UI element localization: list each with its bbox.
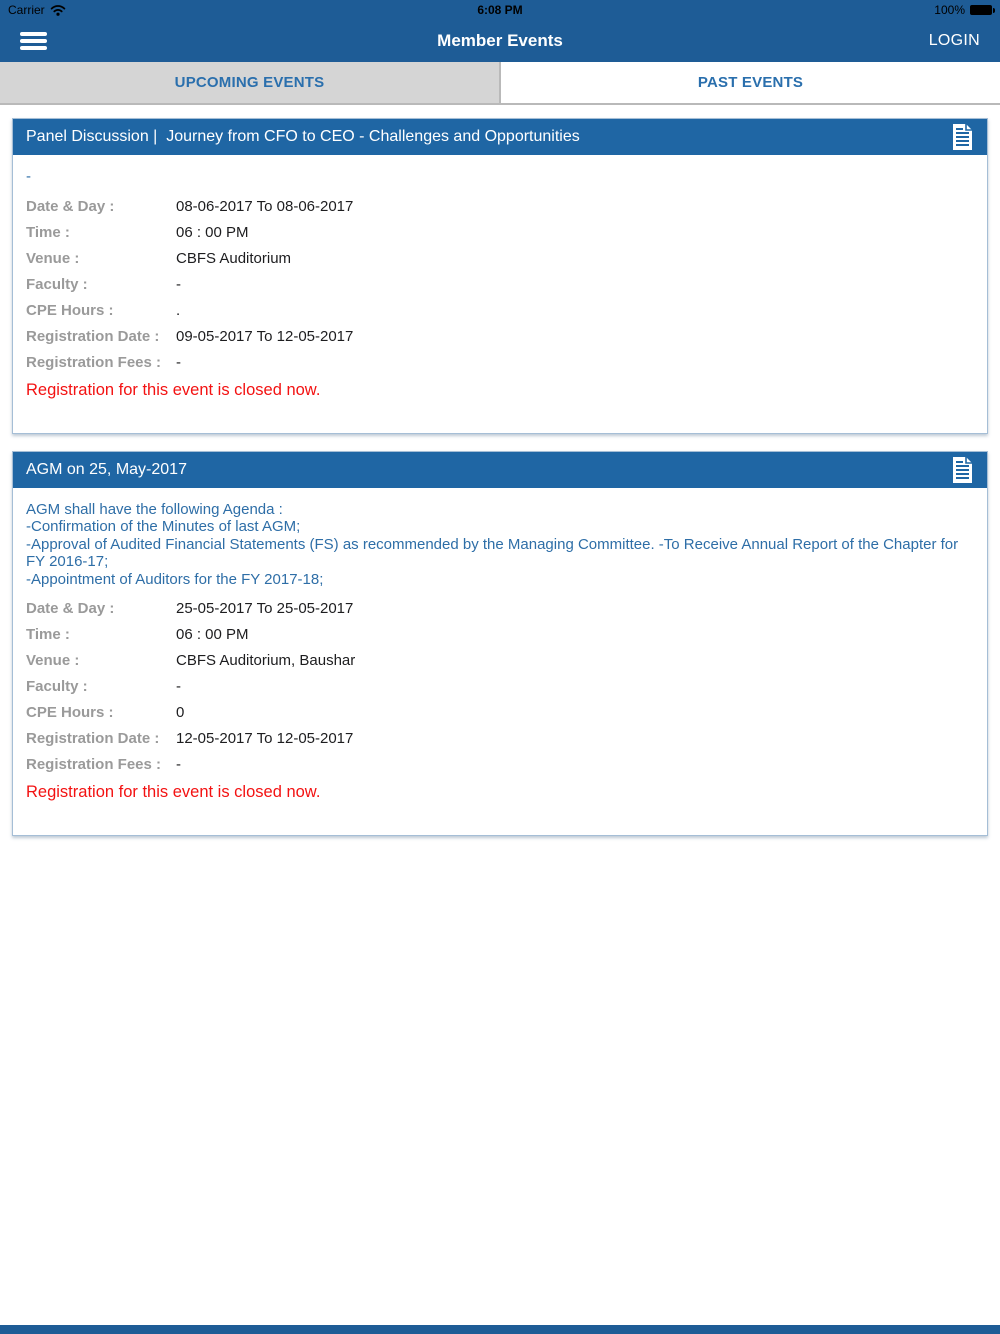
detail-row (26, 225, 974, 241)
detail-value: - (176, 678, 181, 695)
detail-value: - (176, 353, 181, 371)
wifi-icon (50, 4, 66, 16)
detail-label: Registration Date : (26, 730, 160, 747)
nav-bar (0, 20, 1000, 62)
detail-label: CPE Hours : (26, 704, 114, 721)
event-description (26, 168, 974, 186)
detail-value: . (176, 301, 181, 319)
carrier-label: Carrier (8, 3, 45, 17)
detail-row (26, 601, 974, 617)
event-card-header (13, 119, 987, 155)
tab-past-events[interactable]: PAST EVENTS (501, 62, 1000, 103)
detail-value: CBFS Auditorium (176, 249, 292, 267)
event-card-body (13, 488, 987, 836)
detail-row (26, 731, 974, 747)
detail-value: 09-05-2017 To 12-05-2017 (176, 327, 354, 345)
detail-value: - (176, 275, 181, 293)
detail-value: 08-06-2017 To 08-06-2017 (176, 197, 354, 215)
event-card-body (13, 155, 987, 433)
status-right (664, 3, 992, 17)
event-title: AGM on 25, May-2017 (26, 460, 187, 478)
detail-label: Time : (26, 223, 70, 241)
detail-row (26, 355, 974, 371)
detail-row (26, 679, 974, 695)
event-description-line: -Approval of Audited Financial Statements (FS) as recommended by the Managing Committee. -To Receive Annual Report of the Chapter for FY 2016-17; (26, 535, 959, 570)
menu-button[interactable] (20, 29, 47, 54)
event-description-line: -Confirmation of the Minutes of last AGM; (26, 518, 301, 535)
registration-closed-message: Registration for this event is closed now. (26, 380, 321, 399)
event-description-line: -Appointment of Auditors for the FY 2017-18; (26, 570, 324, 588)
detail-value: 06 : 00 PM (176, 223, 249, 241)
event-card (12, 118, 988, 434)
detail-row (26, 277, 974, 293)
event-card-header (13, 452, 987, 488)
tab-bar (0, 62, 1000, 105)
tab-upcoming-events[interactable]: UPCOMING EVENTS (0, 62, 501, 103)
page-title: Member Events (437, 31, 563, 50)
detail-label: Faculty : (26, 678, 88, 695)
detail-label: Faculty : (26, 275, 88, 293)
detail-value: 12-05-2017 To 12-05-2017 (176, 730, 354, 747)
detail-row (26, 627, 974, 643)
document-icon[interactable] (951, 456, 974, 484)
detail-row (26, 199, 974, 215)
detail-label: Date & Day : (26, 197, 115, 215)
detail-value: CBFS Auditorium, Baushar (176, 652, 356, 669)
detail-label: Venue : (26, 249, 80, 267)
detail-value: 06 : 00 PM (176, 626, 249, 643)
battery-percent-label: 100% (934, 3, 965, 17)
status-left (8, 3, 336, 17)
detail-row (26, 329, 974, 345)
menu-icon (20, 32, 47, 36)
registration-closed-message: Registration for this event is closed now. (26, 783, 321, 801)
detail-value: 25-05-2017 To 25-05-2017 (176, 600, 354, 617)
detail-row (26, 303, 974, 319)
detail-row (26, 653, 974, 669)
detail-value: 0 (176, 704, 185, 721)
event-description-line: AGM shall have the following Agenda : (26, 500, 283, 518)
event-title: Panel Discussion | Journey from CFO to CEO - Challenges and Opportunities (26, 128, 580, 145)
detail-label: Date & Day : (26, 600, 115, 617)
detail-label: Registration Fees : (26, 756, 162, 773)
document-icon[interactable] (951, 123, 974, 151)
bottom-bar (0, 1325, 1000, 1334)
status-bar (0, 0, 1000, 20)
detail-value: - (176, 756, 181, 773)
detail-row (26, 757, 974, 773)
login-button[interactable]: LOGIN (928, 32, 980, 49)
event-description-line: - (26, 168, 31, 185)
status-time: 6:08 PM (477, 3, 523, 17)
detail-row (26, 251, 974, 267)
detail-label: Time : (26, 626, 70, 643)
event-list (0, 105, 1000, 866)
battery-icon (970, 5, 992, 15)
detail-row (26, 705, 974, 721)
detail-label: CPE Hours : (26, 301, 114, 319)
detail-label: Registration Fees : (26, 353, 162, 371)
event-description (26, 501, 974, 589)
event-card (12, 451, 988, 837)
detail-label: Registration Date : (26, 327, 160, 345)
detail-label: Venue : (26, 652, 80, 669)
